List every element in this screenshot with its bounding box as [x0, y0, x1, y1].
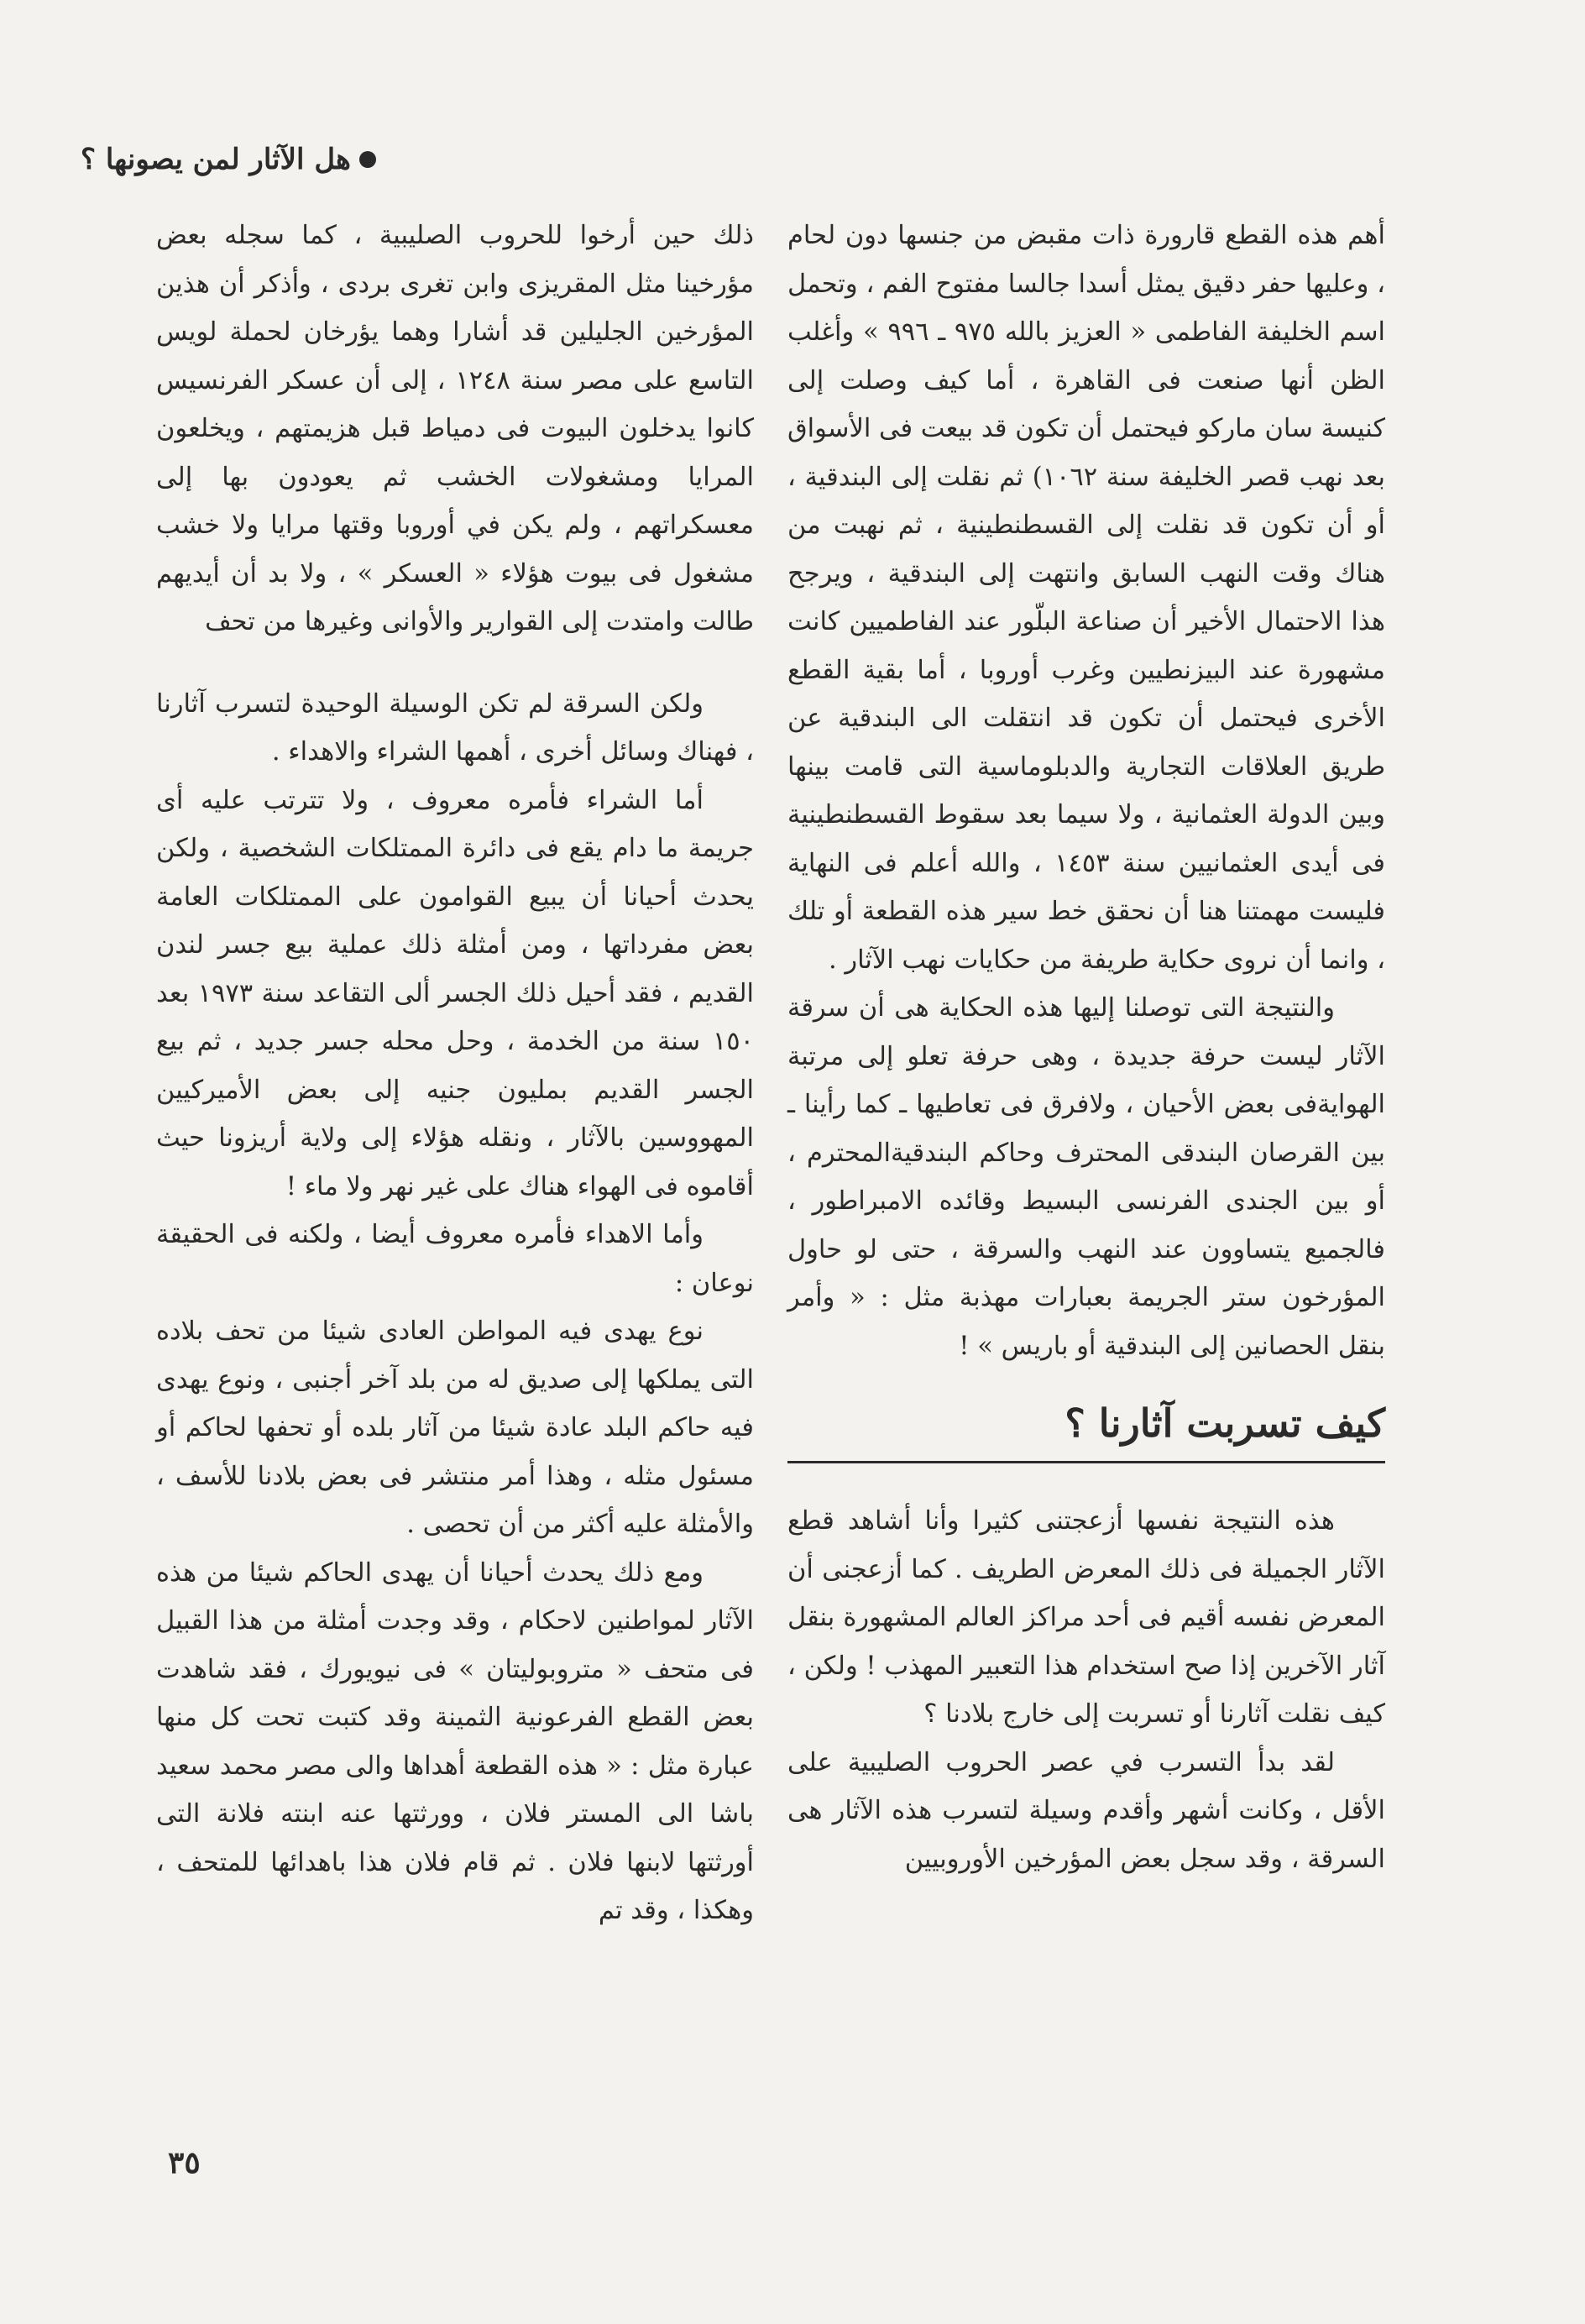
left-paragraph-2: ولكن السرقة لم تكن الوسيلة الوحيدة لتسرب آثارنا ، فهناك وسائل أخرى ، أهمها الشراء والاهداء .: [156, 688, 754, 767]
left-paragraph-6: ومع ذلك يحدث أحيانا أن يهدى الحاكم شيئا من هذه الآثار لمواطنين لاحكام ، وقد وجدت أمثلة من هذا القبيل فى متحف « متروبوليتان » فى نيويورك ، فقد شاهدت بعض القطع الفرعونية الثمينة وقد كتبت تحت كل منها عبارة مثل : « هذه القطعة أهداها والى مصر محمد سعيد باشا الى المستر فلان ، وورثتها عنه ابنته فلانة التى أورثتها لابنها فلان . ثم قام فلان هذا باهدائها للمتحف ، وهكذا ، وقد تم: [156, 1557, 754, 1925]
right-paragraph-1: أهم هذه القطع قارورة ذات مقبض من جنسها دون لحام ، وعليها حفر دقيق يمثل أسدا جالسا مفتوح الفم ، وتحمل اسم الخليفة الفاطمى « العزيز بالله ٩٧٥ ـ ٩٩٦ » وأغلب الظن أنها صنعت فى القاهرة ، أما كيف وصلت إلى كنيسة سان ماركو فيحتمل أن تكون قد بيعت فى الأسواق بعد نهب قصر الخليفة سنة ١٠٦٢) ثم نقلت إلى البندقية ، أو أن تكون قد نقلت إلى القسطنطينية ، ثم نهبت من هناك وقت النهب السابق وانتهت إلى البندقية ، ويرجح هذا الاحتمال الأخير أن صناعة البلّور عند الفاطميين كانت مشهورة عند البيزنطيين وغرب أوروبا ، أما بقية القطع الأخرى فيحتمل أن تكون قد انتقلت الى البندقية عن طريق العلاقات التجارية والدبلوماسية التى قامت بينها وبين الدولة العثمانية ، ولا سيما بعد سقوط القسطنطينية فى أيدى العثمانيين سنة ١٤٥٣ ، والله أعلم فى النهاية فليست مهمتنا هنا أن نحقق خط سير هذه القطعة أو تلك ، وانما أن نروى حكاية طريفة من حكايات نهب الآثار .: [787, 221, 1386, 975]
running-header: [57, 143, 376, 176]
page-number: ٣٥: [168, 2145, 201, 2180]
running-header-title: هل الآثار لمن يصونها ؟: [80, 143, 351, 176]
left-paragraph-1: ذلك حين أرخوا للحروب الصليبية ، كما سجله بعض مؤرخينا مثل المقريزى وابن تغرى بردى ، وأذكر أن هذين المؤرخين الجليلين قد أشارا وهما يؤرخان لحملة لويس التاسع على مصر سنة ١٢٤٨ ، إلى أن عسكر الفرنسيس كانوا يدخلون البيوت فى دمياط قبل هزيمتهم ، ويخلعون المرايا ومشغولات الخشب ثم يعودون بها إلى معسكراتهم ، ولم يكن في أوروبا وقتها مرايا ولا خشب مشغول فى بيوت هؤلاء « العسكر » ، ولا بد أن أيديهم طالت وامتدت إلى القوارير والأوانى وغيرها من تحف: [156, 221, 754, 636]
right-paragraph-2: والنتيجة التى توصلنا إليها هذه الحكاية هى أن سرقة الآثار ليست حرفة جديدة ، وهى حرفة تعلو إلى مرتبة الهوايةفى بعض الأحيان ، ولافرق فى تعاطيها ـ كما رأينا ـ بين القرصان البندقى المحترف وحاكم البندقيةالمحترم ، أو بين الجندى الفرنسى البسيط وقائده الامبراطور ، فالجميع يتساوون عند النهب والسرقة ، حتى لو حاول المؤرخون ستر الجريمة بعبارات مهذبة مثل : « وأمر بنقل الحصانين إلى البندقية أو باريس » !: [787, 993, 1385, 1361]
section-heading: كيف تسربت آثارنا ؟: [787, 1394, 1385, 1463]
right-paragraph-3: هذه النتيجة نفسها أزعجتنى كثيرا وأنا أشاهد قطع الآثار الجميلة فى ذلك المعرض الطريف . كما أزعجنى أن المعرض نفسه أقيم فى أحد مراكز العالم المشهورة بنقل آثار الآخرين إذا صح استخدام هذا التعبير المهذب ! ولكن ، كيف نقلت آثارنا أو تسربت إلى خارج بلادنا ؟: [787, 1506, 1385, 1729]
left-paragraph-3: أما الشراء فأمره معروف ، ولا تترتب عليه أى جريمة ما دام يقع فى دائرة الممتلكات الشخصية ، ولكن يحدث أحيانا أن يبيع القوامون على الممتلكات العامة بعض مفرداتها ، ومن أمثلة ذلك عملية بيع جسر لندن القديم ، فقد أحيل ذلك الجسر ألى التقاعد سنة ١٩٧٣ بعد ١٥٠ سنة من الخدمة ، وحل محله جسر جديد ، ثم بيع الجسر القديم بمليون جنيه إلى بعض الأميركيين المهووسين بالآثار ، ونقله هؤلاء إلى ولاية أريزونا حيث أقاموه فى الهواء هناك على غير نهر ولا ماء !: [156, 785, 754, 1201]
left-paragraph-5: نوع يهدى فيه المواطن العادى شيئا من تحف بلاده التى يملكها إلى صديق له من بلد آخر أجنبى ، ونوع يهدى فيه حاكم البلد عادة شيئا من آثار بلده أو تحفها لحاكم أو مسئول مثله ، وهذا أمر منتشر فى بعض بلادنا للأسف ، والأمثلة عليه أكثر من أن تحصى .: [156, 1316, 754, 1539]
left-column: [156, 212, 754, 1935]
right-paragraph-4: لقد بدأ التسرب في عصر الحروب الصليبية على الأقل ، وكانت أشهر وأقدم وسيلة لتسرب هذه الآثار هى السرقة ، وقد سجل بعض المؤرخين الأوروبيين: [787, 1747, 1385, 1874]
bullet-icon: [359, 151, 376, 168]
right-column: [787, 212, 1385, 1883]
left-paragraph-4: وأما الاهداء فأمره معروف أيضا ، ولكنه فى الحقيقة نوعان :: [156, 1220, 754, 1298]
